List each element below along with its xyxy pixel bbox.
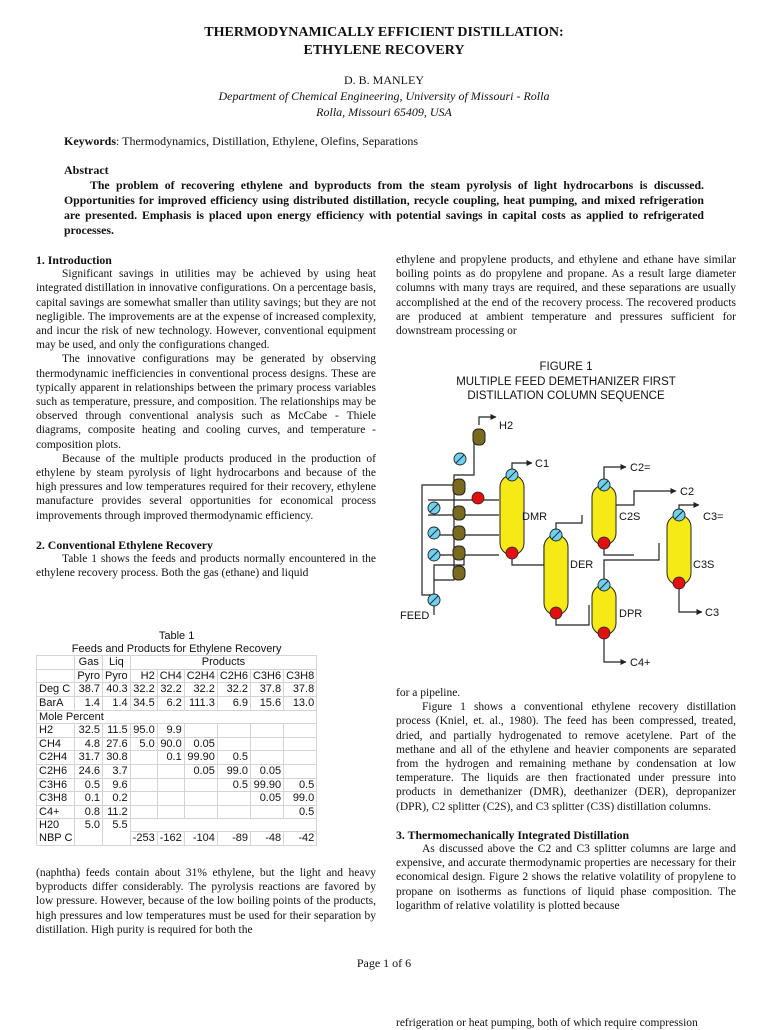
table-cell bbox=[184, 778, 217, 792]
table-cell bbox=[284, 737, 317, 751]
right-column-body bbox=[396, 686, 736, 913]
table-cell bbox=[217, 792, 250, 806]
table-cell bbox=[217, 724, 250, 738]
exchanger-icon bbox=[428, 594, 440, 606]
dpr-overhead-line bbox=[604, 543, 659, 585]
table-group-liq: Liq bbox=[103, 656, 131, 670]
dmr-label: DMR bbox=[522, 511, 548, 523]
table1 bbox=[36, 630, 317, 846]
table-row-label: H2 bbox=[37, 724, 75, 738]
table-cell: 0.1 bbox=[75, 792, 103, 806]
table-cell: 24.6 bbox=[75, 764, 103, 778]
table-cell: 32.2 bbox=[184, 683, 217, 697]
h2-drum-icon bbox=[473, 429, 485, 445]
table-cell bbox=[75, 832, 103, 846]
reboiler-icon bbox=[550, 607, 562, 619]
section1-paragraph1: Significant savings in utilities may be achieved by using heat integrated distillation in innovative configurations. On a percentage basis, capital savings are somewhat smaller than utility savings; but they are not negligible. The improvements are at the expense of increased complexity, and incur the risk of new technology. However, conventional equipment may be used, and only the configurations changed. bbox=[36, 268, 376, 352]
keywords-text: : Thermodynamics, Distillation, Ethylene, Olefins, Separations bbox=[116, 134, 419, 148]
table-row bbox=[37, 805, 317, 819]
left-column-continuation: (naphtha) feeds contain about 31% ethylene, but the light and heavy byproducts differ considerably. The pyrolysis reactions are favored by low pressure. However, because of the low boiling points of the products, high pressures and low temperatures must be used for their separation by distillation. High purity is required for both the bbox=[36, 867, 376, 936]
table-cell: 0.5 bbox=[217, 778, 250, 792]
table-cell: 0.5 bbox=[284, 805, 317, 819]
table-nbp-label: NBP C bbox=[37, 832, 75, 846]
table-col-header: C3H8 bbox=[284, 669, 317, 683]
table-cell bbox=[130, 778, 157, 792]
table-cell: 6.2 bbox=[157, 696, 184, 710]
c3s-label: C3S bbox=[693, 559, 715, 571]
table-cell: 37.8 bbox=[284, 683, 317, 697]
table-cell: 0.5 bbox=[75, 778, 103, 792]
keywords-label: Keywords bbox=[64, 134, 116, 148]
table-corner-cell bbox=[37, 656, 75, 670]
table-cell: 40.3 bbox=[103, 683, 131, 697]
reboiler-icon bbox=[598, 627, 610, 639]
table-cell bbox=[157, 764, 184, 778]
table-row bbox=[37, 792, 317, 806]
table-top-rows bbox=[37, 683, 317, 710]
table-cell: 9.6 bbox=[103, 778, 131, 792]
table-cell: -89 bbox=[217, 832, 250, 846]
der-label: DER bbox=[570, 559, 594, 571]
table-group-gas: Gas bbox=[75, 656, 103, 670]
feed-line bbox=[434, 555, 464, 615]
c2-product-line bbox=[616, 491, 676, 505]
h2-product-line bbox=[479, 417, 496, 425]
table-composition-rows bbox=[37, 724, 317, 819]
table-header-blank bbox=[37, 669, 75, 683]
table-cell: 111.3 bbox=[184, 696, 217, 710]
c2-label: C2 bbox=[680, 486, 695, 498]
table-col-header: H2 bbox=[130, 669, 157, 683]
c1-label: C1 bbox=[535, 458, 550, 470]
table-cell: 3.7 bbox=[103, 764, 131, 778]
table-cell: 5.0 bbox=[75, 819, 103, 832]
table1-caption2: Feeds and Products for Ethylene Recovery bbox=[71, 642, 282, 655]
table-cell bbox=[250, 805, 283, 819]
table-row-label: CH4 bbox=[37, 737, 75, 751]
table-cell: -48 bbox=[250, 832, 283, 846]
section3-paragraph1: As discussed above the C2 and C3 splitter columns are large and expensive, and accurate thermodynamic properties are necessary for their economical design. Figure 2 shows the relative volatility of propylene to propane on isotherms as functions of liquid phase composition. The logarithm of relative volatility is plotted because bbox=[396, 843, 736, 912]
c3-label: C3 bbox=[705, 607, 720, 619]
table-row bbox=[37, 696, 317, 710]
column-c2s bbox=[592, 485, 616, 545]
section2-heading: 2. Conventional Ethylene Recovery bbox=[36, 537, 213, 552]
section3-heading: 3. Thermomechanically Integrated Distillation bbox=[396, 827, 630, 842]
c4plus-label: C4+ bbox=[630, 657, 651, 669]
table1-caption1: Table 1 bbox=[158, 630, 195, 642]
c4-product-line bbox=[604, 635, 626, 662]
table-cell bbox=[130, 764, 157, 778]
reboiler-icon bbox=[673, 577, 685, 589]
table-cell bbox=[130, 805, 157, 819]
table-cell bbox=[184, 805, 217, 819]
table-cell bbox=[284, 764, 317, 778]
c3eq-label: C3= bbox=[703, 511, 724, 523]
table-cell: 31.7 bbox=[75, 751, 103, 765]
distillation-columns bbox=[500, 475, 691, 635]
table-cell bbox=[250, 724, 283, 738]
page-footer: Page 1 of 6 bbox=[356, 956, 412, 970]
c2s-label: C2S bbox=[619, 511, 641, 523]
table-cell: 11.2 bbox=[103, 805, 131, 819]
table-cell bbox=[250, 737, 283, 751]
table-cell: 37.8 bbox=[250, 683, 283, 697]
reboiler-icon bbox=[472, 492, 484, 504]
reboiler-icon bbox=[506, 547, 518, 559]
figure1-diagram bbox=[394, 405, 734, 680]
table-cell: 13.0 bbox=[284, 696, 317, 710]
table-row-label: C2H4 bbox=[37, 751, 75, 765]
table-cell bbox=[157, 792, 184, 806]
right-column-top: ethylene and propylene products, and ethylene and ethane have similar boiling points as do propylene and propane. As a result large diameter columns with many trays are required, and these separations are usually accomplished at the end of the recovery process. The recovered products are produced at ambient temperature and pressures sufficient for downstream processing or bbox=[396, 254, 736, 338]
table-cell bbox=[250, 751, 283, 765]
paper-title-line2: ETHYLENE RECOVERY bbox=[303, 43, 465, 58]
table-cell: -253 bbox=[130, 832, 157, 846]
table-col-header: C2H6 bbox=[217, 669, 250, 683]
left-column-intro bbox=[36, 253, 376, 580]
table-cell: 11.5 bbox=[103, 724, 131, 738]
table-cell: 30.8 bbox=[103, 751, 131, 765]
dmr-feed-lines bbox=[466, 500, 499, 555]
table-cell: 99.0 bbox=[284, 792, 317, 806]
drum-icon bbox=[453, 506, 465, 520]
table1-container bbox=[36, 630, 317, 846]
c2eq-label: C2= bbox=[630, 462, 651, 474]
table-cell: 0.05 bbox=[184, 764, 217, 778]
table-cell bbox=[217, 737, 250, 751]
table-cell: 32.2 bbox=[130, 683, 157, 697]
table-cell: 32.2 bbox=[157, 683, 184, 697]
feed-label: FEED bbox=[400, 610, 430, 622]
table-row bbox=[37, 778, 317, 792]
table-row bbox=[37, 737, 317, 751]
column-der bbox=[544, 535, 568, 615]
table-cell: 0.05 bbox=[250, 764, 283, 778]
table-cell bbox=[157, 778, 184, 792]
table-cell: 15.6 bbox=[250, 696, 283, 710]
table-cell: 0.05 bbox=[184, 737, 217, 751]
table-cell: 9.9 bbox=[157, 724, 184, 738]
table-cell bbox=[103, 832, 131, 846]
table-cell-empty bbox=[130, 819, 317, 832]
table-mole-percent-label: Mole Percent bbox=[37, 710, 317, 724]
table-h2o-label: H20 bbox=[37, 819, 75, 832]
abstract-heading: Abstract bbox=[64, 163, 109, 177]
table-cell: 34.5 bbox=[130, 696, 157, 710]
table-row-label: C3H6 bbox=[37, 778, 75, 792]
table-row-label: Deg C bbox=[37, 683, 75, 697]
table-cell: 6.9 bbox=[217, 696, 250, 710]
cutoff-next-page-text: refrigeration or heat pumping, both of which require compression bbox=[396, 1017, 698, 1029]
drum-icon bbox=[453, 526, 465, 540]
exchanger-icon bbox=[673, 509, 685, 521]
figure1-label: FIGURE 1 bbox=[539, 361, 593, 373]
exchanger-icon bbox=[428, 527, 440, 539]
table-cell: 1.4 bbox=[75, 696, 103, 710]
table-cell bbox=[157, 805, 184, 819]
table-cell: 38.7 bbox=[75, 683, 103, 697]
table-cell bbox=[184, 792, 217, 806]
table-cell: 99.90 bbox=[184, 751, 217, 765]
table-cell: 0.5 bbox=[217, 751, 250, 765]
table-cell bbox=[184, 724, 217, 738]
table-cell: -162 bbox=[157, 832, 184, 846]
table-cell bbox=[217, 805, 250, 819]
table-row-label: C4+ bbox=[37, 805, 75, 819]
figure1-caption-line2: DISTILLATION COLUMN SEQUENCE bbox=[467, 390, 665, 402]
table-cell: 27.6 bbox=[103, 737, 131, 751]
table-cell: 99.0 bbox=[217, 764, 250, 778]
table-row bbox=[37, 683, 317, 697]
column-dmr bbox=[500, 475, 524, 555]
drum-icon bbox=[453, 479, 465, 495]
table-row bbox=[37, 751, 317, 765]
section1-heading: 1. Introduction bbox=[36, 253, 112, 267]
c3-product-line bbox=[679, 585, 702, 612]
table-cell: -42 bbox=[284, 832, 317, 846]
exchanger-icon bbox=[598, 479, 610, 491]
figure1-caption-line1: MULTIPLE FEED DEMETHANIZER FIRST bbox=[456, 375, 676, 388]
table-row bbox=[37, 724, 317, 738]
drum-icon bbox=[453, 546, 465, 560]
column-c3s bbox=[667, 515, 691, 585]
paper-title-line1: THERMODYNAMICALLY EFFICIENT DISTILLATION: bbox=[204, 25, 564, 40]
table-col-header: Pyro bbox=[75, 669, 103, 683]
exchanger-icon bbox=[428, 549, 440, 561]
table-col-header: CH4 bbox=[157, 669, 184, 683]
dpr-label: DPR bbox=[619, 608, 643, 620]
exchanger-icon bbox=[506, 469, 518, 481]
table-row-label: BarA bbox=[37, 696, 75, 710]
reboiler-icon bbox=[598, 537, 610, 549]
table-col-header: C3H6 bbox=[250, 669, 283, 683]
table-col-header: Pyro bbox=[103, 669, 131, 683]
table-cell: 0.2 bbox=[103, 792, 131, 806]
exchanger-icon bbox=[550, 529, 562, 541]
table-cell: 95.0 bbox=[130, 724, 157, 738]
table-cell: 32.2 bbox=[217, 683, 250, 697]
table-col-header: C2H4 bbox=[184, 669, 217, 683]
exchanger-icon bbox=[428, 502, 440, 514]
table-cell bbox=[130, 792, 157, 806]
table-cell: 90.0 bbox=[157, 737, 184, 751]
section2-paragraph1: Table 1 shows the feeds and products normally encountered in the ethylene recovery process. Both the gas (ethane) and liquid bbox=[36, 553, 376, 580]
figure1-caption bbox=[396, 360, 736, 404]
drum-icon bbox=[453, 566, 465, 580]
author: D. B. MANLEY bbox=[344, 73, 424, 87]
section1-paragraph3: Because of the multiple products produced in the production of ethylene by steam pyrolysis of light hydrocarbons and because of the high pressures and low temperatures required for their recovery, ethylene manufacture provides several opportunities for economical process improvements through improved thermodynamic efficiency. bbox=[36, 452, 376, 522]
table-cell: 0.8 bbox=[75, 805, 103, 819]
abstract-text: The problem of recovering ethylene and byproducts from the steam pyrolysis of light hydrocarbons is discussed. Opportunities for improved efficiency using distributed distillation, recycle coupling, heat pumping, and mixed refrigeration are presented. Emphasis is placed upon energy efficiency with potential savings in capital costs as applied to refrigerated processes. bbox=[64, 178, 704, 237]
right-paragraph-figure1: Figure 1 shows a conventional ethylene recovery distillation process (Kniel, et. al., 1980). The feed has been compressed, treated, dried, and partially hydrogenated to remove acetylene. Part of the methane and all of the ethylene and heavier components are separated from the hydrogen and remaining methane by condensation at low temperature. The liquids are then fractionated under pressure into products in demethanizer (DMR), deethanizer (DER), depropanizer (DPR), C2 splitter (C2S), and C3 splitter (C3S) distillation columns. bbox=[396, 701, 736, 813]
table-cell: 4.8 bbox=[75, 737, 103, 751]
table-row-label: C2H6 bbox=[37, 764, 75, 778]
table-cell bbox=[284, 724, 317, 738]
table-cell: 0.5 bbox=[284, 778, 317, 792]
exchanger-icon bbox=[454, 453, 466, 465]
table-row-label: C3H8 bbox=[37, 792, 75, 806]
table-cell: 99.90 bbox=[250, 778, 283, 792]
section1-paragraph2: The innovative configurations may be generated by observing thermodynamic inefficiencies in conventional process designs. These are typically apparent in relationships between the primary process variables such as temperature, pressure, and composition. The relationships may be observed through conventional analysis such as McCabe - Thiele diagrams, composite heating and cooling curves, and temperature - composition plots. bbox=[36, 353, 376, 451]
h2-label: H2 bbox=[499, 420, 514, 432]
table-cell bbox=[284, 751, 317, 765]
affiliation-line2: Rolla, Missouri 65409, USA bbox=[316, 105, 452, 119]
table-cell: 0.1 bbox=[157, 751, 184, 765]
exchanger-icon bbox=[598, 579, 610, 591]
table-cell: 0.05 bbox=[250, 792, 283, 806]
table-cell: 5.5 bbox=[103, 819, 131, 832]
right-paragraph-pipeline: for a pipeline. bbox=[396, 687, 461, 699]
table-cell: -104 bbox=[184, 832, 217, 846]
affiliation-line1: Department of Chemical Engineering, University of Missouri - Rolla bbox=[218, 89, 550, 103]
table-cell bbox=[130, 751, 157, 765]
keywords-line bbox=[64, 134, 418, 149]
table-cell: 32.5 bbox=[75, 724, 103, 738]
condenser-drums bbox=[453, 429, 485, 580]
table-cell: 1.4 bbox=[103, 696, 131, 710]
table-cell: 5.0 bbox=[130, 737, 157, 751]
table-row bbox=[37, 764, 317, 778]
table-group-products: Products bbox=[130, 656, 317, 670]
